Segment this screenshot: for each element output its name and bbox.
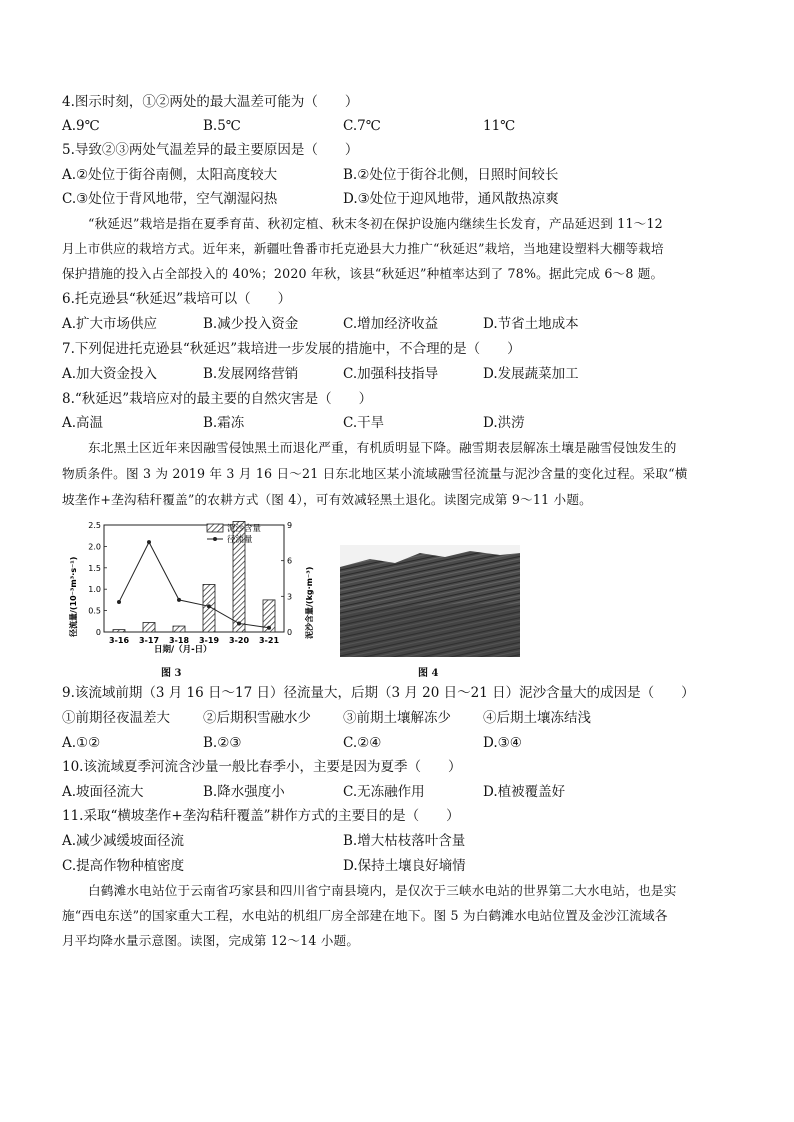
q9-statement-4: ④后期土壤冻结浅 [483, 710, 591, 726]
sediment-bar [113, 630, 125, 632]
y-left-tick-label: 1.0 [88, 585, 101, 595]
x-tick-label: 3-16 [108, 636, 130, 645]
x-tick-label: 3-19 [198, 636, 220, 645]
runoff-line [119, 542, 269, 628]
q6-option-d: D.节省土地成本 [483, 316, 579, 332]
q8-option-d: D.洪涝 [483, 415, 525, 431]
q4-option-a: A.9℃ [62, 118, 100, 134]
question-6-stem: 6.托克逊县“秋延迟”栽培可以（ ） [62, 291, 292, 307]
passage-1-line-3: 保护措施的投入占全部投入的 40%；2020 年秋，该县“秋延迟”种植率达到了 78%。据此完成 6～8 题。 [62, 266, 664, 281]
passage-1-line-2: 月上市供应的栽培方式。近年来，新疆吐鲁番市托克逊县大力推广“秋延迟”栽培，当地建设塑料大棚等栽培 [62, 241, 664, 256]
q5-option-d: D.③处位于迎风地带，通风散热凉爽 [343, 191, 559, 207]
q6-option-a: A.扩大市场供应 [62, 316, 158, 332]
q10-option-a: A.坡面径流大 [62, 784, 144, 800]
q10-option-b: B.降水强度小 [203, 784, 285, 800]
passage-1-line-1: “秋延迟”栽培是指在夏季育苗、秋初定植、秋末冬初在保护设施内继续生长发育，产品延迟到 11～12 [88, 216, 663, 231]
y-right-tick-label: 3 [287, 592, 293, 602]
y-left-tick-label: 2.0 [88, 542, 101, 552]
y-right-tick-label: 0 [287, 628, 293, 637]
y-left-tick-label: 0 [95, 628, 101, 637]
x-tick-label: 3-17 [138, 636, 160, 645]
question-8-stem: 8.“秋延迟”栽培应对的最主要的自然灾害是（ ） [62, 391, 373, 407]
q7-option-b: B.发展网络营销 [203, 366, 299, 382]
q7-option-a: A.加大资金投入 [62, 366, 158, 382]
q9-statement-3: ③前期土壤解冻少 [343, 710, 451, 726]
y-left-tick-label: 0.5 [88, 606, 101, 616]
runoff-point [207, 604, 211, 608]
q10-option-d: D.植被覆盖好 [483, 784, 566, 800]
sediment-bar [173, 626, 185, 632]
y-left-tick-label: 1.5 [88, 563, 101, 573]
y-left-tick-label: 2.5 [88, 521, 101, 530]
passage-2-line-3: 坡垄作+垄沟秸秆覆盖”的农耕方式（图 4），可有效减轻黑土退化。读图完成第 9～11 小题。 [62, 492, 592, 507]
q6-option-b: B.减少投入资金 [203, 316, 299, 332]
passage-3-line-2: 施“西电东送”的国家重大工程，水电站的机组厂房全部建在地下。图 5 为白鹤滩水电站位置及金沙江流域各 [62, 908, 668, 923]
q9-statement-1: ①前期径夜温差大 [62, 710, 170, 726]
runoff-point [177, 598, 181, 602]
runoff-point [267, 626, 271, 630]
q7-option-d: D.发展蔬菜加工 [483, 366, 579, 382]
q4-option-b: B.5℃ [203, 118, 241, 134]
legend-label-runoff: 径流量 [227, 535, 253, 545]
question-11-stem: 11.采取“横坡垄作+垄沟秸秆覆盖”耕作方式的主要目的是（ ） [62, 808, 460, 824]
q9-option-d: D.③④ [483, 735, 522, 751]
q10-option-c: C.无冻融作用 [343, 784, 425, 800]
figure-4-photo [340, 545, 520, 657]
passage-3-line-1: 白鹤滩水电站位于云南省巧家县和四川省宁南县境内，是仅次于三峡水电站的世界第二大水电站，也是实 [88, 883, 677, 898]
question-9-stem: 9.该流域前期（3 月 16 日～17 日）径流量大，后期（3 月 20 日～21 日）泥沙含量大的成因是（ ） [62, 685, 695, 701]
q8-option-c: C.干旱 [343, 415, 385, 431]
q9-option-c: C.②④ [343, 735, 382, 751]
legend-label-sediment: 泥沙含量 [227, 524, 262, 534]
question-10-stem: 10.该流域夏季河流含沙量一般比春季小，主要是因为夏季（ ） [62, 759, 462, 775]
x-tick-label: 3-18 [168, 636, 190, 645]
figure-3-chart [62, 517, 317, 677]
q9-option-b: B.②③ [203, 735, 242, 751]
q8-option-b: B.霜冻 [203, 415, 245, 431]
legend-marker-runoff [213, 537, 217, 541]
x-axis-label: 日期/（月-日） [154, 645, 212, 655]
q5-option-b: B.②处位于街谷北侧，日照时间较长 [343, 167, 559, 183]
runoff-point [147, 540, 151, 544]
passage-2-line-1: 东北黑土区近年来因融雪侵蚀黑土而退化严重，有机质明显下降。融雪期表层解冻土壤是融雪侵蚀发生的 [88, 440, 677, 455]
x-tick-label: 3-21 [258, 636, 280, 645]
passage-2-line-2: 物质条件。图 3 为 2019 年 3 月 16 日～21 日东北地区某小流域融雪径流量与泥沙含量的变化过程。采取“横 [62, 466, 688, 481]
q7-option-c: C.加强科技指导 [343, 366, 439, 382]
x-tick-label: 3-20 [228, 636, 250, 645]
q4-option-d: 11℃ [483, 118, 516, 134]
question-5-stem: 5.导致②③两处气温差异的最主要原因是（ ） [62, 142, 359, 158]
photo-foreground-shadow [340, 604, 520, 657]
legend-swatch-sediment [207, 524, 223, 532]
runoff-point [117, 600, 121, 604]
question-4-stem: 4.图示时刻，①②两处的最大温差可能为（ ） [62, 94, 359, 110]
y-axis-left-label: 径流量/(10⁻³m³·s⁻¹) [69, 556, 78, 637]
question-7-stem: 7.下列促进托克逊县“秋延迟”栽培进一步发展的措施中，不合理的是（ ） [62, 341, 521, 357]
q9-option-a: A.①② [62, 735, 101, 751]
q8-option-a: A.高温 [62, 415, 104, 431]
q11-option-d: D.保持土壤良好墒情 [343, 858, 466, 874]
q5-option-a: A.②处位于街谷南侧，太阳高度较大 [62, 167, 278, 183]
figure-4-caption: 图 4 [418, 668, 439, 679]
passage-3-line-3: 月平均降水量示意图。读图，完成第 12～14 小题。 [62, 933, 360, 948]
q11-option-c: C.提高作物种植密度 [62, 858, 185, 874]
y-right-tick-label: 6 [287, 556, 293, 566]
sediment-bar [143, 622, 155, 632]
y-right-tick-label: 9 [287, 521, 293, 530]
runoff-point [237, 621, 241, 625]
figure-3-caption: 图 3 [161, 668, 182, 679]
q6-option-c: C.增加经济收益 [343, 316, 439, 332]
q11-option-a: A.减少减缓坡面径流 [62, 833, 185, 849]
q5-option-c: C.③处位于背风地带，空气潮湿闷热 [62, 191, 278, 207]
q9-statement-2: ②后期积雪融水少 [203, 710, 311, 726]
y-axis-right-label: 泥沙含量/(kg·m⁻³) [305, 566, 314, 639]
q4-option-c: C.7℃ [343, 118, 381, 134]
q11-option-b: B.增大枯枝落叶含量 [343, 833, 466, 849]
